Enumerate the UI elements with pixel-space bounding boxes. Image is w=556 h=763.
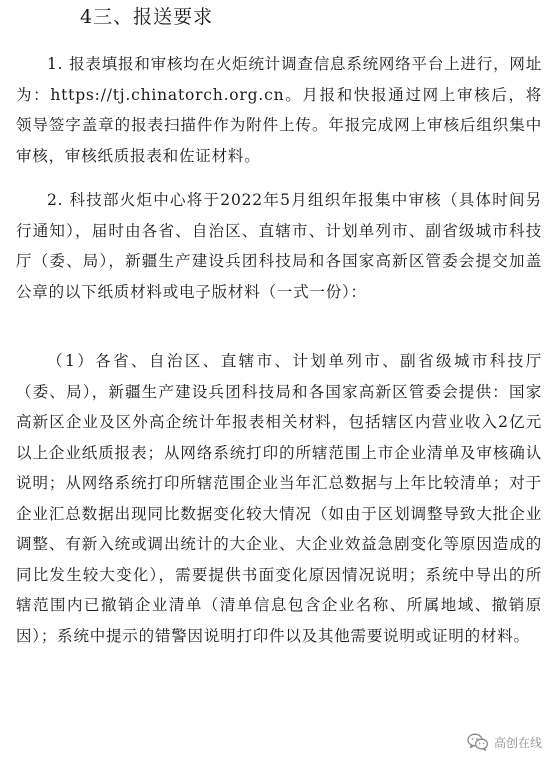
wechat-icon: [467, 733, 489, 751]
watermark-text: 高创在线: [493, 735, 542, 750]
paragraph-required-materials: （1）各省、自治区、直辖市、计划单列市、副省级城市科技厅（委、局），新疆生产建设兵团科技局和各国家高新区管委会提供：国家高新区企业及区外高企统计年报表相关材料，包括辖区内营业收入2亿元以上企业纸质报表；从网络系统打印的所辖范围上市企业清单及审核确认说明；从网络系统打印所辖范围企业当年汇总数据与上年比较清单；对于企业汇总数据出现同比数据变化较大情况（如由于区划调整导致大批企业调整、有新入统或调出统计的大企业、大企业效益急剧变化等原因造成的同比发生较大变化），需要提供书面变化原因情况说明；系统中导出的所辖范围内已撤销企业清单（清单信息包含企业名称、所属地域、撤销原因）；系统中提示的错警因说明打印件以及其他需要说明或证明的材料。: [16, 352, 542, 645]
paragraph-submission-platform: 1. 报表填报和审核均在火炬统计调查信息系统网络平台上进行，网址为：https://tj.chinatorch.org.cn。月报和快报通过网上审核后，将领导签字盖章的报表扫描件作为附件上传。年报完成网上审核后组织集中审核，审核纸质报表和佐证材料。: [16, 55, 542, 165]
section-heading: 4三、报送要求: [80, 6, 214, 28]
watermark: [467, 733, 542, 751]
paragraph-centralized-review: 2. 科技部火炬中心将于2022年5月组织年报集中审核（具体时间另行通知），届时由各省、自治区、直辖市、计划单列市、副省级城市科技厅（委、局），新疆生产建设兵团科技局和各国家高新区管委会提交加盖公章的以下纸质材料或电子版材料（一式一份）：: [16, 191, 542, 301]
